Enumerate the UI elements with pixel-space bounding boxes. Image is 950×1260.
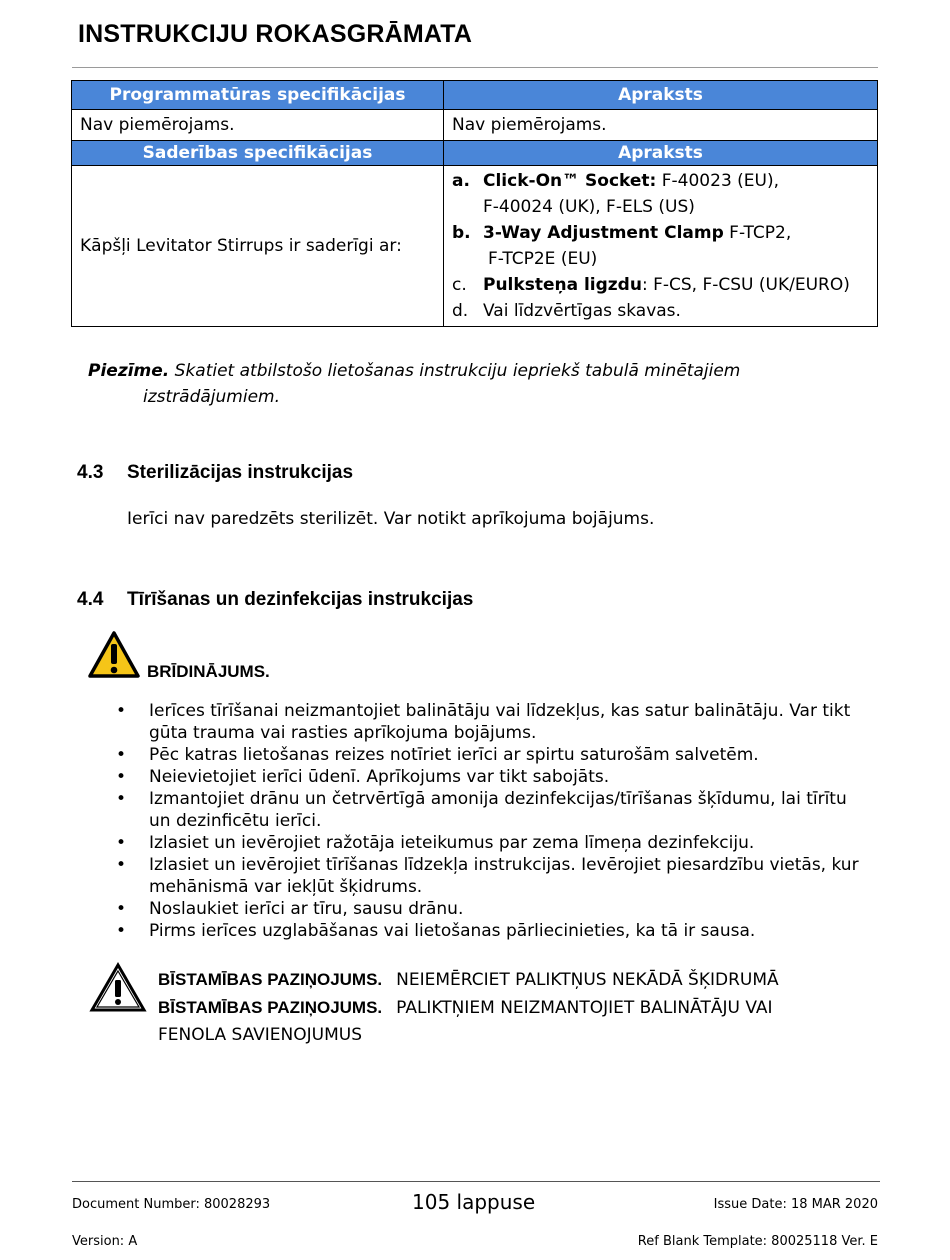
item-marker: d. (452, 301, 469, 321)
warning-list (112, 700, 862, 942)
sw-header-cell: Programmatūras specifikācijas (72, 81, 444, 110)
item-cont: F-40024 (UK), F-ELS (US) (483, 197, 695, 217)
section-44-title: Tīrīšanas un dezinfekcijas instrukcijas (127, 589, 474, 610)
compat-item-a (452, 168, 869, 220)
sw-value-cell: Nav piemērojams. (72, 110, 444, 141)
item-marker: b. (452, 223, 471, 243)
table-row (72, 110, 878, 141)
compat-list-cell (444, 166, 878, 327)
item-text: : F-CS, F-CSU (UK/EURO) (641, 275, 850, 295)
table-header-row (72, 81, 878, 110)
danger-label: BĪSTAMĪBAS PAZIŅOJUMS. (158, 970, 383, 989)
sw-desc-value-cell: Nav piemērojams. (444, 110, 878, 141)
item-marker: a. (452, 171, 470, 191)
page-title: INSTRUKCIJU ROKASGRĀMATA (78, 20, 473, 48)
danger-notices (158, 966, 858, 1049)
note-cont: izstrādājumiem. (143, 387, 280, 407)
list-item: • Ierīces tīrīšanai neizmantojiet balinātāju vai līdzekļus, kas satur balinātāju. Var tikt gūta trauma vai rasties aprīkojuma bojājums. (112, 700, 862, 744)
sw-desc-header-cell: Apraksts (444, 81, 878, 110)
compat-item-b (452, 220, 869, 272)
warning-label: BRĪDINĀJUMS. (147, 662, 270, 681)
compat-header-cell: Saderības specifikācijas (72, 141, 444, 166)
footer-page-number: 105 lappuse (412, 1190, 536, 1214)
list-item: • Pirms ierīces uzglabāšanas vai lietošanas pārliecinieties, ka tā ir sausa. (112, 920, 862, 942)
footer-divider (72, 1181, 880, 1182)
danger-triangle-icon (89, 962, 147, 1014)
list-item: • Noslaukiet ierīci ar tīru, sausu drānu. (112, 898, 862, 920)
list-item: • Neievietojiet ierīci ūdenī. Aprīkojums var tikt sabojāts. (112, 766, 862, 788)
footer-template: Ref Blank Template: 80025118 Ver. E (637, 1234, 878, 1249)
footer-doc-number: Document Number: 80028293 (72, 1197, 271, 1212)
spec-table (71, 80, 878, 327)
item-text: F-40023 (EU), (656, 171, 780, 191)
footer-version: Version: A (72, 1234, 138, 1249)
item-name: Pulksteņa ligzdu (483, 275, 642, 295)
list-item: • Izlasiet un ievērojiet tīrīšanas līdzekļa instrukcijas. Ievērojiet piesardzību vietās, kur mehānismā var iekļūt šķidrums. (112, 854, 862, 898)
note-label: Piezīme. (88, 361, 170, 381)
section-43-text: Ierīci nav paredzēts sterilizēt. Var notikt aprīkojuma bojājums. (127, 509, 655, 529)
danger-label: BĪSTAMĪBAS PAZIŅOJUMS. (158, 998, 383, 1017)
danger-line (158, 966, 858, 994)
item-text: F-TCP2, (723, 223, 792, 243)
table-row (72, 166, 878, 327)
section-44-number: 4.4 (77, 589, 104, 610)
note-text: Skatiet atbilstošo lietošanas instrukciju iepriekš tabulā minētajiem (169, 361, 741, 381)
item-name: Click-On™ Socket: (483, 171, 657, 191)
item-cont: F-TCP2E (EU) (488, 249, 598, 269)
compat-value-cell: Kāpšļi Levitator Stirrups ir saderīgi ar: (72, 166, 444, 327)
compat-item-d (452, 298, 869, 324)
list-item: • Izlasiet un ievērojiet ražotāja ieteikumus par zema līmeņa dezinfekciju. (112, 832, 862, 854)
compat-desc-header-cell: Apraksts (444, 141, 878, 166)
note (88, 358, 848, 410)
section-43-title: Sterilizācijas instrukcijas (127, 462, 354, 483)
danger-text: NEIEMĒRCIET PALIKTŅUS NEKĀDĀ ŠĶIDRUMĀ (396, 970, 779, 990)
list-item: • Pēc katras lietošanas reizes notīriet ierīci ar spirtu saturošām salvetēm. (112, 744, 862, 766)
section-43-number: 4.3 (77, 462, 104, 483)
danger-text: PALIKTŅIEM NEIZMANTOJIET BALINĀTĀJU VAI (396, 998, 773, 1018)
compat-item-c (452, 272, 869, 298)
list-item: • Izmantojiet drānu un četrvērtīgā amonija dezinfekcijas/tīrīšanas šķīdumu, lai tīrītu un dezinficētu ierīci. (112, 788, 862, 832)
danger-line (158, 994, 858, 1022)
table-header-row (72, 141, 878, 166)
item-name: 3-Way Adjustment Clamp (483, 223, 724, 243)
header-divider (72, 67, 878, 68)
footer-issue-date: Issue Date: 18 MAR 2020 (713, 1197, 878, 1212)
item-marker: c. (452, 275, 467, 295)
warning-triangle-icon (87, 630, 141, 680)
item-text: Vai līdzvērtīgas skavas. (483, 301, 681, 321)
danger-cont: FENOLA SAVIENOJUMUS (158, 1025, 362, 1045)
